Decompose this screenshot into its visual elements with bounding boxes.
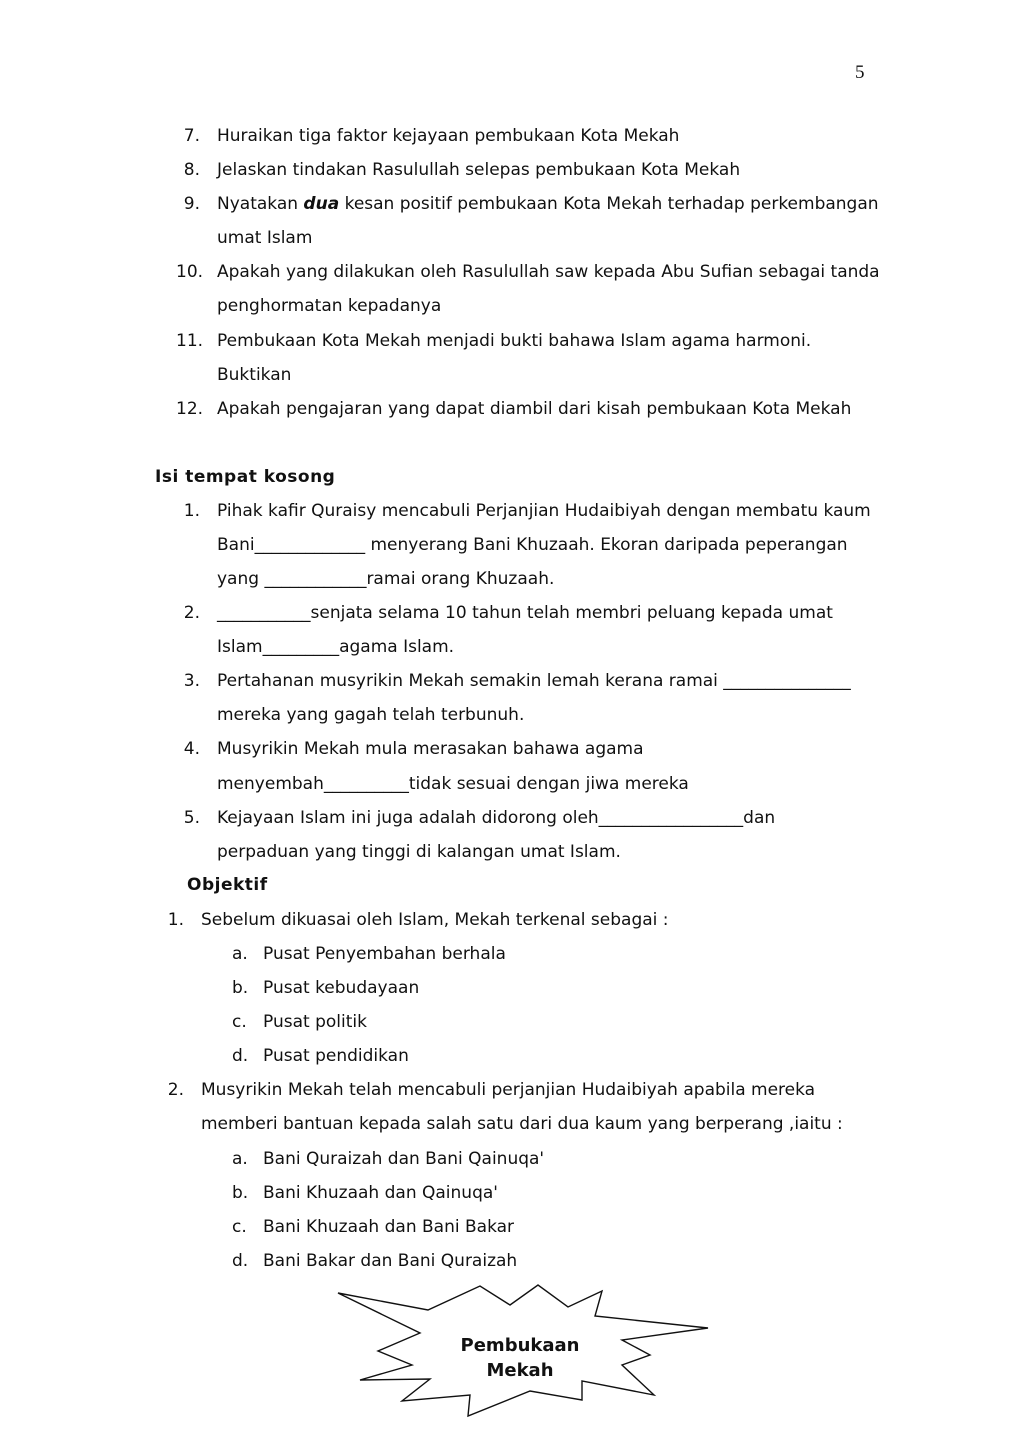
fill-item-1-line-3: yang ____________ramai orang Khuzaah. bbox=[217, 569, 555, 589]
option-item bbox=[232, 977, 420, 999]
option-text: Bani Bakar dan Bani Quraizah bbox=[263, 1251, 518, 1271]
question-text: Pembukaan Kota Mekah menjadi bukti bahawa Islam agama harmoni. bbox=[217, 331, 812, 351]
option-item bbox=[232, 1250, 518, 1272]
option-item bbox=[232, 1148, 545, 1170]
option-letter: c. bbox=[232, 1217, 247, 1237]
option-letter: b. bbox=[232, 978, 249, 998]
question-11-line-2: Buktikan bbox=[217, 365, 292, 385]
item-number: 3. bbox=[183, 671, 200, 691]
option-text: Pusat politik bbox=[263, 1012, 367, 1032]
option-item bbox=[232, 1011, 367, 1033]
question-10-line-2: penghormatan kepadanya bbox=[217, 296, 442, 316]
option-letter: a. bbox=[232, 944, 248, 964]
option-text: Bani Khuzaah dan Bani Bakar bbox=[263, 1217, 515, 1237]
item-number: 4. bbox=[183, 739, 200, 759]
option-item bbox=[232, 1216, 515, 1238]
item-number: 5. bbox=[183, 808, 200, 828]
fill-item-4-line-2: menyembah__________tidak sesuai dengan jiwa mereka bbox=[217, 774, 689, 794]
option-text: Bani Quraizah dan Bani Qainuqa' bbox=[263, 1149, 545, 1169]
option-text: Bani Khuzaah dan Qainuqa' bbox=[263, 1183, 498, 1203]
item-text: Kejayaan Islam ini juga adalah didorong oleh_________________dan bbox=[217, 808, 776, 828]
starburst-line-2: Mekah bbox=[486, 1360, 554, 1381]
option-item bbox=[232, 1045, 409, 1067]
option-text: Pusat Penyembahan berhala bbox=[263, 944, 506, 964]
question-number: 10. bbox=[176, 262, 204, 282]
question-number: 2. bbox=[167, 1080, 184, 1100]
item-text: Pertahanan musyrikin Mekah semakin lemah kerana ramai _______________ bbox=[217, 671, 851, 691]
objective-question-2-line-2: memberi bantuan kepada salah satu dari dua kaum yang berperang ,iaitu : bbox=[201, 1114, 843, 1134]
question-text: Musyrikin Mekah telah mencabuli perjanjian Hudaibiyah apabila mereka bbox=[201, 1080, 816, 1100]
question-number: 8. bbox=[183, 160, 200, 180]
question-text-pre: Nyatakan bbox=[217, 194, 304, 214]
fill-section-heading: Isi tempat kosong bbox=[155, 467, 336, 487]
option-letter: d. bbox=[232, 1251, 249, 1271]
objective-section-heading: Objektif bbox=[187, 875, 268, 895]
item-text: ___________senjata selama 10 tahun telah membri peluang kepada umat bbox=[217, 603, 833, 623]
question-text: Jelaskan tindakan Rasulullah selepas pembukaan Kota Mekah bbox=[217, 160, 741, 180]
question-text bbox=[217, 193, 879, 215]
fill-item-1-line-2: Bani_____________ menyerang Bani Khuzaah. Ekoran daripada peperangan bbox=[217, 535, 848, 555]
option-text: Pusat kebudayaan bbox=[263, 978, 420, 998]
option-letter: c. bbox=[232, 1012, 247, 1032]
option-letter: b. bbox=[232, 1183, 249, 1203]
fill-item-5-line-2: perpaduan yang tinggi di kalangan umat Islam. bbox=[217, 842, 621, 862]
question-number: 12. bbox=[176, 399, 204, 419]
fill-item-3-line-2: mereka yang gagah telah terbunuh. bbox=[217, 705, 525, 725]
question-text: Huraikan tiga faktor kejayaan pembukaan Kota Mekah bbox=[217, 126, 680, 146]
question-number: 1. bbox=[167, 910, 184, 930]
question-number: 11. bbox=[176, 331, 204, 351]
question-text: Apakah yang dilakukan oleh Rasulullah saw kepada Abu Sufian sebagai tanda bbox=[217, 262, 880, 282]
question-text: Sebelum dikuasai oleh Islam, Mekah terkenal sebagai : bbox=[201, 910, 669, 930]
page-number: 5 bbox=[855, 62, 865, 83]
option-item bbox=[232, 943, 506, 965]
item-text: Pihak kafir Quraisy mencabuli Perjanjian Hudaibiyah dengan membatu kaum bbox=[217, 501, 871, 521]
question-9-line-2: umat Islam bbox=[217, 228, 313, 248]
question-number: 9. bbox=[183, 194, 200, 214]
question-number: 7. bbox=[183, 126, 200, 146]
option-text: Pusat pendidikan bbox=[263, 1046, 409, 1066]
fill-item-2-line-2: Islam_________agama Islam. bbox=[217, 637, 455, 657]
option-item bbox=[232, 1182, 498, 1204]
question-text: Apakah pengajaran yang dapat diambil dari kisah pembukaan Kota Mekah bbox=[217, 399, 852, 419]
item-text: Musyrikin Mekah mula merasakan bahawa agama bbox=[217, 739, 644, 759]
question-text-post: kesan positif pembukaan Kota Mekah terhadap perkembangan bbox=[339, 194, 879, 214]
emphasis-word: dua bbox=[303, 194, 340, 214]
option-letter: a. bbox=[232, 1149, 248, 1169]
option-letter: d. bbox=[232, 1046, 249, 1066]
starburst-line-1: Pembukaan bbox=[460, 1335, 580, 1356]
item-number: 1. bbox=[183, 501, 200, 521]
item-number: 2. bbox=[183, 603, 200, 623]
